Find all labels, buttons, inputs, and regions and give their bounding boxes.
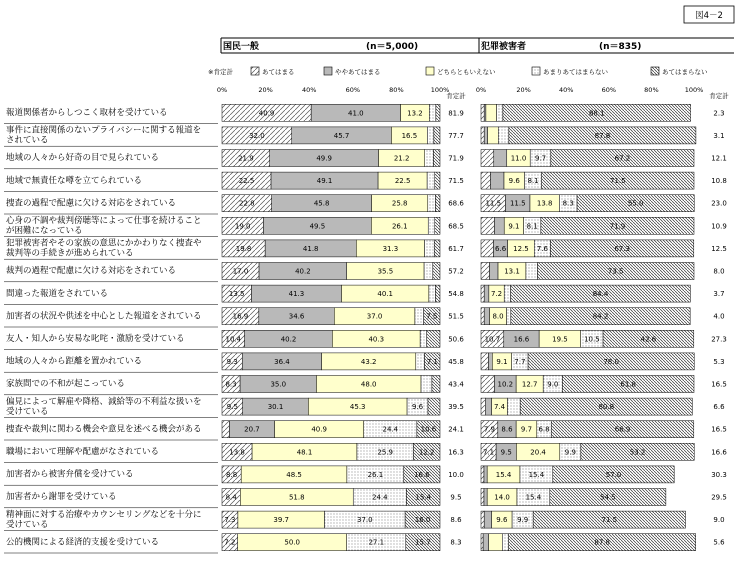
bar-value-label: 7.7 <box>514 357 526 366</box>
bar-value-label: 8.6 <box>501 425 513 434</box>
bar-value-label: 9.6 <box>411 403 424 412</box>
bar-value-label: 22.5 <box>394 177 411 186</box>
affirm-total-general: 71.9 <box>448 154 464 163</box>
bar-value-label: 10.7 <box>484 335 501 344</box>
legend-item-4: あまりあてはまらない <box>543 68 608 76</box>
bar-segment-general <box>433 150 440 167</box>
bar-value-label: 22.8 <box>239 199 255 208</box>
category-label: 地域の人々から距離を置かれている <box>6 356 143 367</box>
bar-segment-general <box>434 127 440 144</box>
bar-segment-general <box>428 195 436 212</box>
bar-segment-victims <box>481 398 485 415</box>
affirm-total-victims: 16.5 <box>711 380 727 389</box>
category-label: 加害者の状況や供述を中心とした報道をされている <box>6 311 202 322</box>
legend-item-5: あてはまらない <box>662 68 708 76</box>
legend-item-1: あてはまる <box>262 68 295 76</box>
tick-label-victims-1: 20% <box>516 86 531 94</box>
tick-label-general-2: 40% <box>301 86 317 94</box>
bar-value-label: 88.1 <box>588 109 605 118</box>
bar-value-label: 25.8 <box>391 199 408 208</box>
affirm-total-general: 45.8 <box>448 357 464 366</box>
affirm-total-victims: 5.6 <box>713 538 725 547</box>
bar-value-label: 49.1 <box>316 177 333 186</box>
category-label: 地域の人々から好奇の目で見られている <box>6 153 160 164</box>
bar-segment-victims <box>481 376 494 393</box>
affirm-total-general: 68.5 <box>448 222 464 231</box>
bar-value-label: 16.6 <box>414 470 430 479</box>
bar-segment-general <box>415 308 424 325</box>
bar-value-label: 13.8 <box>229 448 245 457</box>
bar-segment-general <box>420 330 427 347</box>
bar-value-label: 8.4 <box>225 493 237 502</box>
affirm-total-victims: 12.5 <box>711 244 727 253</box>
bar-segment-victims <box>507 398 520 415</box>
bar-value-label: 49.9 <box>316 154 332 163</box>
bar-value-label: 9.5 <box>226 403 238 412</box>
bar-segment-general <box>425 240 435 257</box>
bar-value-label: 10.4 <box>225 335 242 344</box>
bar-segment-victims <box>481 353 488 370</box>
bar-segment-victims <box>486 104 497 121</box>
victims-affirm-header: 肯定計 <box>709 92 729 100</box>
bar-value-label: 12.2 <box>418 448 435 457</box>
bar-value-label: 8.3 <box>225 380 237 389</box>
bar-value-label: 20.4 <box>530 448 546 457</box>
tick-label-victims-0: 0% <box>475 86 487 94</box>
bar-value-label: 71.5 <box>610 177 626 186</box>
bar-value-label: 9.3 <box>226 357 238 366</box>
bar-segment-victims <box>507 308 511 325</box>
legend-swatch-5 <box>651 67 659 75</box>
bar-value-label: 15.4 <box>528 470 545 479</box>
bar-value-label: 21.9 <box>238 154 254 163</box>
bar-segment-victims <box>481 127 484 144</box>
bar-segment-victims <box>488 127 499 144</box>
tick-label-general-3: 60% <box>345 86 361 94</box>
bar-segment-victims <box>502 534 508 551</box>
bar-value-label: 9.1 <box>508 222 520 231</box>
bar-value-label: 34.6 <box>288 312 305 321</box>
bar-value-label: 24.4 <box>372 493 388 502</box>
bar-segment-general <box>434 240 440 257</box>
bar-value-label: 17.0 <box>232 267 249 276</box>
bar-value-label: 40.2 <box>295 267 311 276</box>
category-label: 加害者から被害弁償を受けている <box>6 469 134 480</box>
bar-value-label: 9.5 <box>500 448 512 457</box>
bar-value-label: 61.8 <box>620 380 636 389</box>
bar-value-label: 19.5 <box>552 335 568 344</box>
bar-segment-general <box>425 150 434 167</box>
bar-segment-general <box>427 127 434 144</box>
bar-value-label: 45.3 <box>349 403 366 412</box>
bar-segment-victims <box>481 489 484 506</box>
bar-segment-victims <box>483 534 489 551</box>
bar-value-label: 45.7 <box>333 131 350 140</box>
bar-segment-general <box>424 263 433 280</box>
bar-value-label: 10.5 <box>584 335 600 344</box>
bar-segment-victims <box>491 172 504 189</box>
bar-value-label: 14.0 <box>494 493 510 502</box>
bar-value-label: 7.1 <box>482 448 495 457</box>
tick-label-general-4: 80% <box>389 86 404 94</box>
bar-segment-victims <box>504 285 510 302</box>
bar-segment-general <box>428 398 440 415</box>
affirm-total-general: 50.6 <box>448 335 464 344</box>
bar-value-label: 43.2 <box>360 357 377 366</box>
bar-value-label: 13.1 <box>504 267 520 276</box>
tick-label-victims-4: 80% <box>644 86 659 94</box>
bar-segment-general <box>416 353 425 370</box>
bar-value-label: 9.0 <box>547 380 559 389</box>
bar-value-label: 40.1 <box>377 290 393 299</box>
figure-label: 図4－2 <box>695 11 723 21</box>
affirm-total-victims: 3.7 <box>713 290 725 299</box>
bar-value-label: 15.4 <box>415 493 432 502</box>
bar-value-label: 8.0 <box>492 312 504 321</box>
bar-value-label: 7.2 <box>490 290 503 299</box>
affirm-total-victims: 23.0 <box>711 199 727 208</box>
affirm-total-victims: 27.3 <box>711 335 727 344</box>
affirm-total-general: 8.6 <box>450 516 462 525</box>
bar-value-label: 9.1 <box>496 357 508 366</box>
bar-value-label: 32.0 <box>249 131 265 140</box>
bar-value-label: 55.0 <box>627 199 644 208</box>
bar-value-label: 7.1 <box>426 357 438 366</box>
bar-value-label: 73.5 <box>607 267 624 276</box>
bar-segment-victims <box>497 104 503 121</box>
bar-value-label: 16.5 <box>401 131 418 140</box>
bar-value-label: 27.1 <box>368 538 385 547</box>
bar-segment-general <box>435 217 440 234</box>
bar-segment-victims <box>494 150 507 167</box>
bar-value-label: 10.6 <box>420 425 437 434</box>
bar-segment-victims <box>484 466 487 483</box>
bar-value-label: 40.9 <box>311 425 327 434</box>
bar-segment-general <box>429 285 436 302</box>
bar-value-label: 84.4 <box>592 290 609 299</box>
bar-value-label: 13.5 <box>228 290 245 299</box>
affirm-total-general: 43.4 <box>448 380 464 389</box>
category-label: 精神面に対する治療やカウンセリングなどを十分に受けている <box>6 509 202 530</box>
bar-value-label: 35.0 <box>270 380 287 389</box>
bar-value-label: 36.4 <box>274 357 290 366</box>
bar-value-label: 54.5 <box>600 493 616 502</box>
affirm-total-victims: 8.0 <box>713 267 725 276</box>
bar-segment-general <box>428 217 435 234</box>
bar-value-label: 10.2 <box>497 380 514 389</box>
legend-swatch-4 <box>532 67 540 75</box>
bar-segment-victims <box>484 511 491 528</box>
bar-segment-general <box>433 263 440 280</box>
bar-value-label: 31.3 <box>382 244 399 253</box>
affirm-total-general: 81.9 <box>448 109 464 118</box>
bar-segment-victims <box>481 308 484 325</box>
legend <box>208 67 708 76</box>
bar-value-label: 7.4 <box>493 403 506 412</box>
tick-label-victims-3: 60% <box>601 86 617 94</box>
general-title: 国民一般 <box>223 42 260 52</box>
bar-segment-victims <box>481 240 494 257</box>
general-n: (n＝5,000) <box>366 42 419 52</box>
bar-value-label: 9.9 <box>517 516 529 525</box>
bar-value-label: 40.9 <box>258 109 275 118</box>
victims-n: (n＝835) <box>599 42 642 52</box>
bar-value-label: 41.0 <box>348 109 364 118</box>
tick-label-general-1: 20% <box>258 86 273 94</box>
bar-value-label: 37.0 <box>366 312 383 321</box>
affirm-total-victims: 10.8 <box>711 177 727 186</box>
affirm-total-general: 51.5 <box>448 312 464 321</box>
legend-prefix: ※肯定計 <box>208 68 233 76</box>
bar-value-label: 84.2 <box>592 312 609 321</box>
bar-segment-general <box>435 172 440 189</box>
affirm-total-general: 9.5 <box>450 493 462 502</box>
affirm-total-victims: 29.5 <box>711 493 727 502</box>
category-label: 間違った報道をされている <box>6 288 109 299</box>
bar-value-label: 39.7 <box>273 516 289 525</box>
bar-value-label: 40.2 <box>280 335 297 344</box>
affirm-total-general: 71.5 <box>448 177 464 186</box>
bar-value-label: 67.2 <box>614 154 631 163</box>
general-affirm-header: 肯定計 <box>446 92 466 100</box>
bar-value-label: 26.1 <box>367 470 384 479</box>
bar-segment-general <box>427 172 435 189</box>
bar-value-label: 19.0 <box>234 222 251 231</box>
legend-item-3: どちらともいえない <box>437 68 496 76</box>
bar-segment-general <box>427 330 440 347</box>
category-label: 捜査の過程で配慮に欠ける対応をされている <box>6 198 177 209</box>
bar-value-label: 66.9 <box>614 425 631 434</box>
bar-value-label: 8.1 <box>527 177 539 186</box>
bar-segment-victims <box>488 353 492 370</box>
bar-value-label: 8.1 <box>526 222 538 231</box>
bar-value-label: 71.5 <box>601 516 618 525</box>
bar-value-label: 11.0 <box>510 154 527 163</box>
affirm-total-general: 39.5 <box>448 403 464 412</box>
bar-segment-victims <box>484 308 489 325</box>
category-label: 地域で無責任な噂を立てられている <box>6 175 143 186</box>
bar-value-label: 51.8 <box>288 493 305 502</box>
category-label: 公的機関による経済的支援を受けている <box>6 537 160 548</box>
bar-segment-victims <box>481 285 484 302</box>
affirm-total-victims: 2.3 <box>713 109 725 118</box>
category-label: 捜査や裁判に関わる機会や意見を述べる機会がある <box>6 424 202 435</box>
bar-segment-general <box>436 104 440 121</box>
bar-value-label: 16.6 <box>513 335 530 344</box>
bar-value-label: 87.8 <box>594 131 611 140</box>
bar-segment-general <box>435 195 440 212</box>
bar-value-label: 7.2 <box>224 538 236 547</box>
bar-value-label: 13.2 <box>407 109 423 118</box>
bar-value-label: 22.5 <box>238 177 255 186</box>
bar-value-label: 12.5 <box>513 244 529 253</box>
bar-segment-victims <box>481 217 494 234</box>
bar-value-label: 67.3 <box>614 244 630 253</box>
affirm-total-general: 16.3 <box>448 448 464 457</box>
bar-segment-victims <box>484 489 487 506</box>
bar-segment-victims <box>485 398 491 415</box>
bar-value-label: 9.9 <box>564 448 576 457</box>
bar-segment-general <box>429 104 436 121</box>
category-label: 偏見によって解雇や降格、減給等の不利益な扱いを受けている <box>6 396 202 417</box>
bar-value-label: 7.5 <box>426 312 438 321</box>
bar-segment-victims <box>481 534 483 551</box>
bar-value-label: 30.1 <box>267 403 284 412</box>
bar-value-label: 21.2 <box>393 154 410 163</box>
bar-segment-victims <box>481 466 484 483</box>
bar-value-label: 9.7 <box>520 425 533 434</box>
legend-swatch-2 <box>324 67 332 75</box>
bar-value-label: 24.4 <box>382 425 399 434</box>
category-label: 心身の不調や裁判傍聴等によって仕事を続けることが困難になっている <box>6 216 202 236</box>
affirm-total-victims: 9.0 <box>713 516 725 525</box>
affirm-total-general: 77.7 <box>448 131 464 140</box>
bar-segment-general <box>222 421 229 438</box>
bar-value-label: 37.0 <box>356 516 373 525</box>
bar-segment-victims <box>481 172 491 189</box>
bar-value-label: 7.6 <box>536 244 548 253</box>
bar-value-label: 35.5 <box>377 267 394 276</box>
category-label: 裁判の過程で配慮に欠ける対応をされている <box>6 266 177 277</box>
bar-value-label: 48.1 <box>296 448 313 457</box>
bar-value-label: 49.5 <box>309 222 326 231</box>
bar-value-label: 48.5 <box>286 470 302 479</box>
bar-segment-victims <box>481 511 484 528</box>
bar-value-label: 40.3 <box>368 335 385 344</box>
affirm-total-victims: 4.0 <box>713 312 725 321</box>
bar-value-label: 6.6 <box>495 244 507 253</box>
affirm-total-victims: 16.6 <box>711 448 727 457</box>
bar-value-label: 71.9 <box>609 222 626 231</box>
tick-label-victims-5: 100% <box>684 86 704 94</box>
category-label: 事件に直接関係のないプライバシーに関する報道をされている <box>6 125 202 146</box>
bar-value-label: 9.7 <box>534 154 547 163</box>
bar-value-label: 45.8 <box>313 199 330 208</box>
bar-value-label: 15.4 <box>495 470 512 479</box>
bar-value-label: 25.9 <box>377 448 393 457</box>
bar-value-label: 7.3 <box>224 516 236 525</box>
bar-value-label: 8.8 <box>226 470 238 479</box>
bar-segment-general <box>421 376 432 393</box>
bar-value-label: 78.0 <box>603 357 619 366</box>
affirm-total-victims: 12.1 <box>711 154 727 163</box>
bar-value-label: 9.6 <box>508 177 520 186</box>
bar-value-label: 11.5 <box>509 199 526 208</box>
affirm-total-general: 54.8 <box>448 290 464 299</box>
tick-label-victims-2: 40% <box>558 86 574 94</box>
bar-value-label: 15.4 <box>525 493 542 502</box>
category-label: 友人・知人から安易な叱咤・激励を受けている <box>6 334 185 344</box>
bar-value-label: 20.7 <box>244 425 260 434</box>
bar-value-label: 42.6 <box>640 335 657 344</box>
affirm-total-victims: 10.9 <box>711 222 727 231</box>
affirm-total-general: 10.0 <box>448 470 464 479</box>
bar-value-label: 53.2 <box>629 448 646 457</box>
bar-value-label: 8.3 <box>562 199 574 208</box>
legend-item-2: ややあてはまる <box>335 68 381 76</box>
victims-title: 犯罪被害者 <box>481 42 527 52</box>
bar-segment-victims <box>484 285 489 302</box>
affirm-total-victims: 16.5 <box>711 425 727 434</box>
legend-swatch-3 <box>426 67 434 75</box>
category-label: 職場において理解や配慮がなされている <box>6 447 160 457</box>
affirm-total-general: 8.3 <box>450 538 462 547</box>
bar-value-label: 19.8 <box>235 244 252 253</box>
bar-value-label: 57.0 <box>605 470 622 479</box>
bar-segment-general <box>435 285 440 302</box>
bar-value-label: 11.5 <box>485 199 502 208</box>
bar-value-label: 48.0 <box>360 380 377 389</box>
category-label: 報道関係者からしつこく取材を受けている <box>6 108 168 118</box>
bar-segment-victims <box>481 150 494 167</box>
tick-label-general-0: 0% <box>216 86 228 94</box>
affirm-total-general: 68.6 <box>448 199 464 208</box>
affirm-total-victims: 5.3 <box>713 357 725 366</box>
category-label: 加害者から謝罪を受けている <box>6 492 117 503</box>
bar-value-label: 41.8 <box>302 244 319 253</box>
tick-label-general-5: 100% <box>430 86 450 94</box>
bar-segment-victims <box>490 263 499 280</box>
bar-value-label: 87.8 <box>594 538 610 547</box>
bar-segment-victims <box>494 217 504 234</box>
bar-value-label: 12.7 <box>521 380 538 389</box>
bar-value-label: 9.6 <box>496 516 508 525</box>
bar-segment-victims <box>489 534 503 551</box>
bar-value-label: 15.7 <box>415 538 431 547</box>
affirm-total-victims: 30.3 <box>711 470 727 479</box>
affirm-total-victims: 6.6 <box>713 403 725 412</box>
bar-value-label: 6.8 <box>538 425 550 434</box>
bar-value-label: 26.1 <box>391 222 408 231</box>
category-label: 犯罪被害者やその家族の意思にかかわりなく捜査や裁判等の手続きが進められている <box>6 238 202 259</box>
bar-segment-victims <box>481 263 490 280</box>
bar-segment-victims <box>498 127 509 144</box>
bar-value-label: 13.8 <box>536 199 553 208</box>
bar-value-label: 50.0 <box>284 538 300 547</box>
affirm-total-general: 24.1 <box>448 425 464 434</box>
bar-segment-victims <box>484 104 486 121</box>
bar-value-label: 80.8 <box>598 403 615 412</box>
affirm-total-general: 61.7 <box>448 244 464 253</box>
affirm-total-victims: 3.1 <box>713 131 725 140</box>
category-label: 家族間での不和が起こっている <box>6 379 125 390</box>
bar-segment-victims <box>484 127 487 144</box>
bar-segment-victims <box>526 263 538 280</box>
bar-value-label: 16.0 <box>414 516 431 525</box>
bar-segment-victims <box>481 104 484 121</box>
legend-swatch-1 <box>251 67 259 75</box>
affirm-total-general: 57.2 <box>448 267 464 276</box>
bar-value-label: 16.9 <box>232 312 249 321</box>
bar-segment-general <box>432 376 440 393</box>
bar-value-label: 41.3 <box>288 290 305 299</box>
bar-value-label: 7.9 <box>483 425 495 434</box>
